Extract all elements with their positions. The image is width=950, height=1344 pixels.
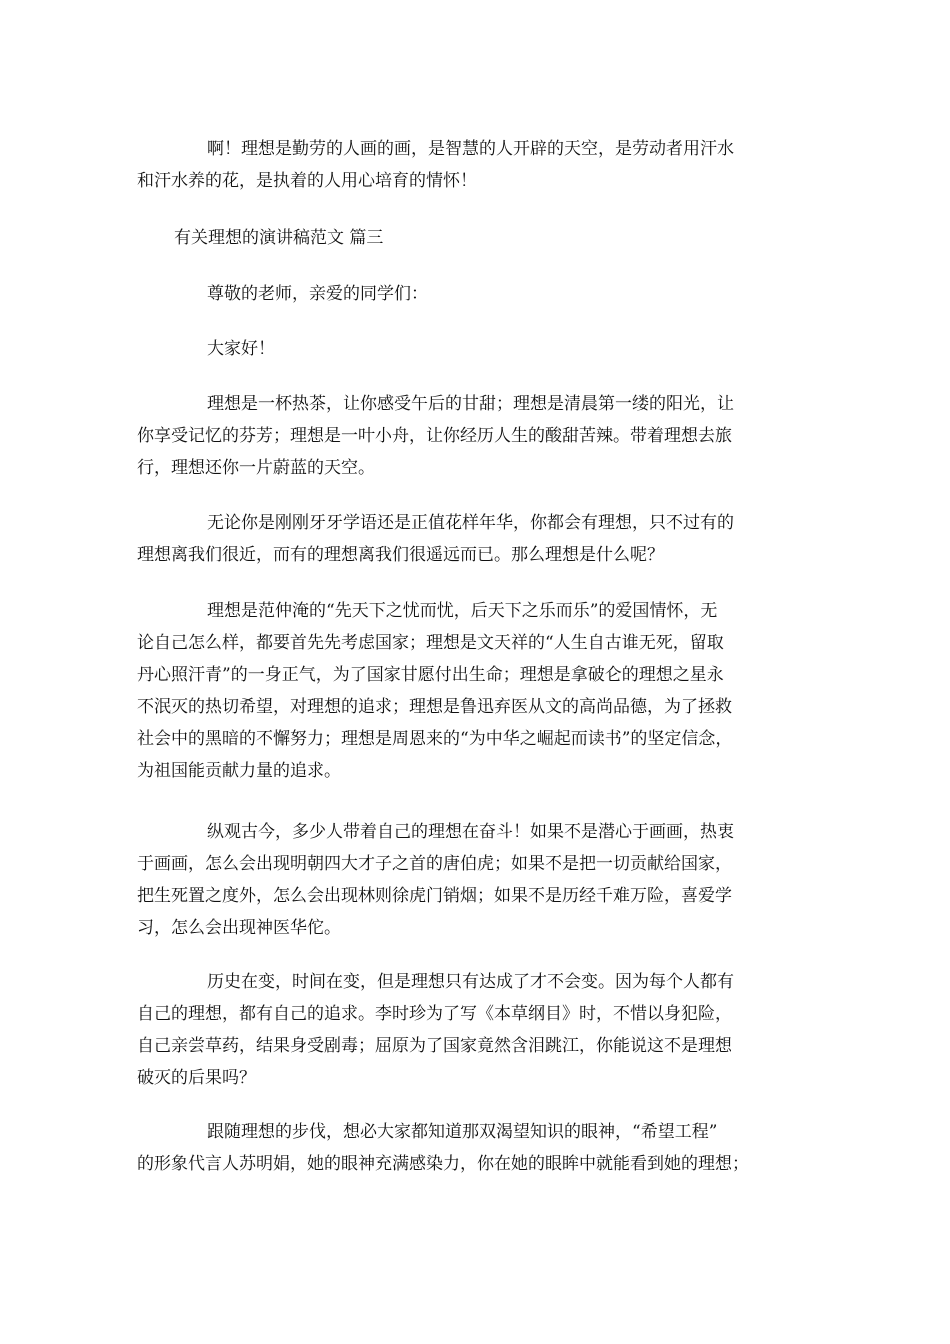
- paragraph-line: 论自己怎么样，都要首先先考虑国家；理想是文天祥的“人生自古谁无死，留取: [137, 633, 724, 653]
- paragraph-line: 不泯灭的热切希望，对理想的追求；理想是鲁迅弃医从文的高尚品德，为了拯救: [137, 697, 732, 717]
- paragraph-line: 跟随理想的步伐，想必大家都知道那双渴望知识的眼神，“希望工程”: [207, 1122, 718, 1142]
- paragraph-7: [137, 1116, 817, 1180]
- paragraph-4: [137, 595, 817, 787]
- heading-line: 有关理想的演讲稿范文 篇三: [174, 228, 384, 248]
- paragraph-line: 自己亲尝草药，结果身受剧毒；屈原为了国家竟然含泪跳江，你能说这不是理想: [137, 1036, 732, 1056]
- paragraph-line: 行，理想还你一片蔚蓝的天空。: [137, 458, 375, 478]
- paragraph-line: 大家好！: [207, 339, 275, 359]
- paragraph-5: [137, 816, 817, 944]
- paragraph-6: [137, 966, 817, 1094]
- paragraph-line: 为祖国能贡献力量的追求。: [137, 761, 341, 781]
- paragraph-line: 习，怎么会出现神医华佗。: [137, 918, 341, 938]
- paragraph-line: 社会中的黑暗的不懈努力；理想是周恩来的“为中华之崛起而读书”的坚定信念，: [137, 729, 733, 749]
- paragraph-line: 啊！理想是勤劳的人画的画，是智慧的人开辟的天空，是劳动者用汗水: [207, 139, 734, 159]
- paragraph-2: [137, 388, 817, 484]
- paragraph-line: 破灭的后果吗？: [137, 1068, 256, 1088]
- paragraph-line: 于画画，怎么会出现明朝四大才子之首的唐伯虎；如果不是把一切贡献给国家，: [137, 854, 732, 874]
- paragraph-3: [137, 507, 817, 571]
- section-heading: [137, 222, 817, 254]
- paragraph-line: 你享受记忆的芬芳；理想是一叶小舟，让你经历人生的酸甜苦辣。带着理想去旅: [137, 426, 732, 446]
- paragraph-line: 把生死置之度外，怎么会出现林则徐虎门销烟；如果不是历经千难万险，喜爱学: [137, 886, 732, 906]
- hello-line: [137, 333, 817, 365]
- paragraph-line: 理想是范仲淹的“先天下之忧而忧，后天下之乐而乐”的爱国情怀，无: [207, 601, 718, 621]
- paragraph-line: 和汗水养的花，是执着的人用心培育的情怀！: [137, 171, 477, 191]
- paragraph-1: [137, 133, 817, 197]
- paragraph-line: 无论你是刚刚牙牙学语还是正值花样年华，你都会有理想，只不过有的: [207, 513, 734, 533]
- paragraph-line: 历史在变，时间在变，但是理想只有达成了才不会变。因为每个人都有: [207, 972, 734, 992]
- paragraph-line: 自己的理想，都有自己的追求。李时珍为了写《本草纲目》时，不惜以身犯险，: [137, 1004, 732, 1024]
- greeting-line: [137, 278, 817, 310]
- paragraph-line: 尊敬的老师，亲爱的同学们：: [207, 284, 428, 304]
- paragraph-line: 丹心照汗青”的一身正气，为了国家甘愿付出生命；理想是拿破仑的理想之星永: [137, 665, 724, 685]
- paragraph-line: 的形象代言人苏明娟，她的眼神充满感染力，你在她的眼眸中就能看到她的理想；: [137, 1154, 749, 1174]
- paragraph-line: 纵观古今，多少人带着自己的理想在奋斗！如果不是潜心于画画，热衷: [207, 822, 734, 842]
- paragraph-line: 理想离我们很近，而有的理想离我们很遥远而已。那么理想是什么呢？: [137, 545, 664, 565]
- paragraph-line: 理想是一杯热茶，让你感受午后的甘甜；理想是清晨第一缕的阳光，让: [207, 394, 734, 414]
